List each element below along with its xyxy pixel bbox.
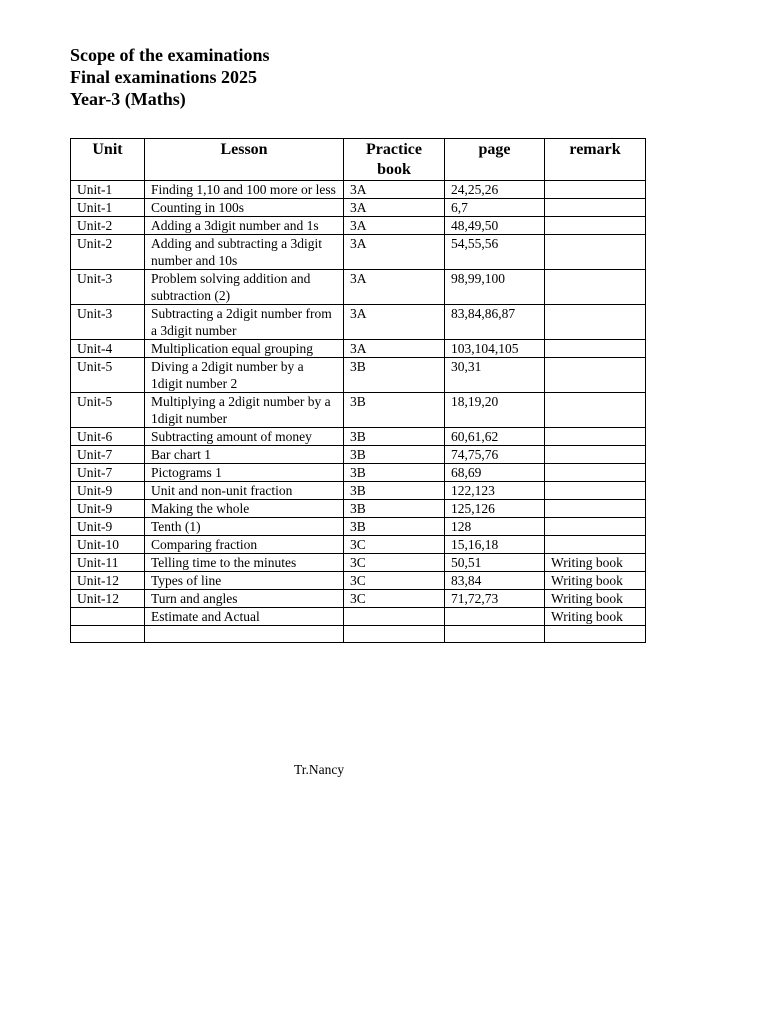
cell-lesson: Diving a 2digit number by a 1digit number 2 <box>145 358 344 393</box>
cell-unit: Unit-3 <box>71 270 145 305</box>
cell-practice-book: 3A <box>344 217 445 235</box>
cell-practice-book <box>344 626 445 643</box>
table-row <box>71 572 646 590</box>
cell-lesson: Unit and non-unit fraction <box>145 482 344 500</box>
cell-page: 50,51 <box>445 554 545 572</box>
cell-practice-book: 3C <box>344 572 445 590</box>
table-row <box>71 393 646 428</box>
cell-lesson: Turn and angles <box>145 590 344 608</box>
cell-unit: Unit-9 <box>71 482 145 500</box>
cell-practice-book: 3A <box>344 181 445 199</box>
cell-unit: Unit-9 <box>71 500 145 518</box>
cell-page: 18,19,20 <box>445 393 545 428</box>
cell-page: 98,99,100 <box>445 270 545 305</box>
cell-lesson: Multiplying a 2digit number by a 1digit number <box>145 393 344 428</box>
table-row <box>71 536 646 554</box>
header-lesson: Lesson <box>145 139 344 181</box>
cell-lesson: Tenth (1) <box>145 518 344 536</box>
cell-remark <box>545 199 646 217</box>
cell-practice-book: 3B <box>344 518 445 536</box>
cell-remark: Writing book <box>545 590 646 608</box>
cell-lesson: Subtracting a 2digit number from a 3digit number <box>145 305 344 340</box>
table-row <box>71 500 646 518</box>
cell-practice-book: 3B <box>344 358 445 393</box>
cell-remark <box>545 270 646 305</box>
cell-remark <box>545 626 646 643</box>
cell-lesson: Pictograms 1 <box>145 464 344 482</box>
cell-unit <box>71 608 145 626</box>
cell-lesson: Multiplication equal grouping <box>145 340 344 358</box>
header-unit: Unit <box>71 139 145 181</box>
table-row <box>71 518 646 536</box>
heading-year: Year-3 (Maths) <box>70 89 186 109</box>
cell-unit: Unit-7 <box>71 446 145 464</box>
cell-practice-book: 3B <box>344 482 445 500</box>
table-row <box>71 217 646 235</box>
table-row <box>71 181 646 199</box>
cell-practice-book: 3B <box>344 428 445 446</box>
cell-unit: Unit-9 <box>71 518 145 536</box>
teacher-signature: Tr.Nancy <box>294 762 345 777</box>
cell-page: 6,7 <box>445 199 545 217</box>
cell-practice-book: 3C <box>344 536 445 554</box>
cell-page: 83,84,86,87 <box>445 305 545 340</box>
cell-lesson: Making the whole <box>145 500 344 518</box>
table-row <box>71 554 646 572</box>
cell-page: 68,69 <box>445 464 545 482</box>
table-row <box>71 626 646 643</box>
cell-unit: Unit-10 <box>71 536 145 554</box>
scope-table <box>70 138 646 643</box>
cell-remark <box>545 536 646 554</box>
cell-remark: Writing book <box>545 572 646 590</box>
cell-lesson <box>145 626 344 643</box>
cell-remark <box>545 464 646 482</box>
cell-practice-book: 3B <box>344 393 445 428</box>
cell-practice-book: 3B <box>344 500 445 518</box>
cell-page <box>445 626 545 643</box>
cell-remark <box>545 393 646 428</box>
cell-practice-book: 3A <box>344 270 445 305</box>
table-body <box>71 181 646 643</box>
cell-remark <box>545 305 646 340</box>
cell-unit: Unit-12 <box>71 590 145 608</box>
cell-page: 74,75,76 <box>445 446 545 464</box>
cell-lesson: Problem solving addition and subtraction (2) <box>145 270 344 305</box>
cell-practice-book: 3B <box>344 446 445 464</box>
cell-lesson: Telling time to the minutes <box>145 554 344 572</box>
cell-page: 30,31 <box>445 358 545 393</box>
cell-page: 125,126 <box>445 500 545 518</box>
cell-page: 15,16,18 <box>445 536 545 554</box>
table-row <box>71 235 646 270</box>
table-row <box>71 358 646 393</box>
cell-unit <box>71 626 145 643</box>
cell-lesson: Counting in 100s <box>145 199 344 217</box>
cell-unit: Unit-2 <box>71 235 145 270</box>
cell-page: 48,49,50 <box>445 217 545 235</box>
cell-page: 83,84 <box>445 572 545 590</box>
cell-practice-book: 3C <box>344 590 445 608</box>
heading-exam: Final examinations 2025 <box>70 67 258 87</box>
cell-unit: Unit-7 <box>71 464 145 482</box>
cell-page: 103,104,105 <box>445 340 545 358</box>
cell-remark <box>545 500 646 518</box>
cell-page: 71,72,73 <box>445 590 545 608</box>
cell-remark: Writing book <box>545 554 646 572</box>
table-row <box>71 428 646 446</box>
cell-unit: Unit-5 <box>71 358 145 393</box>
cell-lesson: Finding 1,10 and 100 more or less <box>145 181 344 199</box>
table-row <box>71 464 646 482</box>
cell-lesson: Types of line <box>145 572 344 590</box>
cell-remark <box>545 428 646 446</box>
heading-title: Scope of the examinations <box>70 45 270 65</box>
cell-unit: Unit-6 <box>71 428 145 446</box>
cell-remark <box>545 358 646 393</box>
cell-unit: Unit-4 <box>71 340 145 358</box>
cell-remark: Writing book <box>545 608 646 626</box>
cell-unit: Unit-11 <box>71 554 145 572</box>
cell-lesson: Subtracting amount of money <box>145 428 344 446</box>
table-row <box>71 305 646 340</box>
table-row <box>71 482 646 500</box>
cell-lesson: Estimate and Actual <box>145 608 344 626</box>
header-page: page <box>445 139 545 181</box>
document-heading <box>70 44 270 110</box>
table-row <box>71 199 646 217</box>
cell-page <box>445 608 545 626</box>
cell-practice-book: 3C <box>344 554 445 572</box>
cell-practice-book: 3A <box>344 235 445 270</box>
cell-unit: Unit-1 <box>71 199 145 217</box>
cell-practice-book <box>344 608 445 626</box>
cell-remark <box>545 181 646 199</box>
header-practice-book: Practice book <box>344 139 445 181</box>
cell-remark <box>545 217 646 235</box>
cell-page: 54,55,56 <box>445 235 545 270</box>
cell-lesson: Adding and subtracting a 3digit number and 10s <box>145 235 344 270</box>
cell-remark <box>545 235 646 270</box>
cell-page: 122,123 <box>445 482 545 500</box>
cell-remark <box>545 446 646 464</box>
cell-lesson: Comparing fraction <box>145 536 344 554</box>
table-row <box>71 270 646 305</box>
table-row <box>71 590 646 608</box>
cell-unit: Unit-1 <box>71 181 145 199</box>
cell-unit: Unit-3 <box>71 305 145 340</box>
cell-page: 128 <box>445 518 545 536</box>
cell-practice-book: 3A <box>344 199 445 217</box>
cell-lesson: Adding a 3digit number and 1s <box>145 217 344 235</box>
cell-remark <box>545 518 646 536</box>
header-remark: remark <box>545 139 646 181</box>
cell-lesson: Bar chart 1 <box>145 446 344 464</box>
table-row <box>71 608 646 626</box>
cell-practice-book: 3B <box>344 464 445 482</box>
cell-practice-book: 3A <box>344 340 445 358</box>
cell-remark <box>545 340 646 358</box>
table-header-row <box>71 139 646 181</box>
cell-page: 24,25,26 <box>445 181 545 199</box>
cell-remark <box>545 482 646 500</box>
cell-unit: Unit-5 <box>71 393 145 428</box>
cell-unit: Unit-12 <box>71 572 145 590</box>
table-row <box>71 340 646 358</box>
cell-unit: Unit-2 <box>71 217 145 235</box>
table-row <box>71 446 646 464</box>
cell-page: 60,61,62 <box>445 428 545 446</box>
cell-practice-book: 3A <box>344 305 445 340</box>
